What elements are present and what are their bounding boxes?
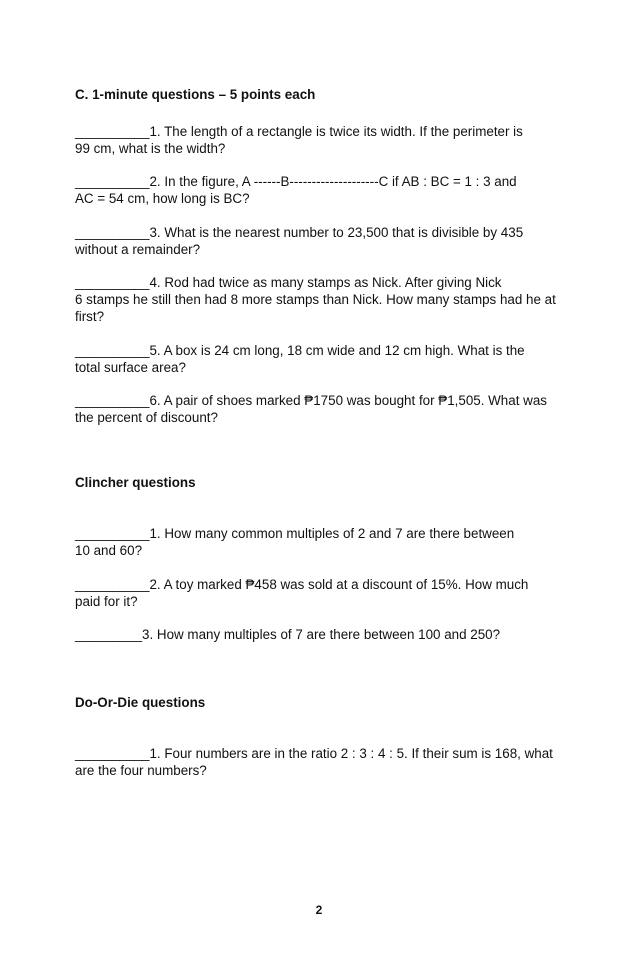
question-line: __________5. A box is 24 cm long, 18 cm wide and 12 cm high. What is the <box>75 343 525 358</box>
question-line: total surface area? <box>75 360 186 375</box>
question-line: 6 stamps he still then had 8 more stamps than Nick. How many stamps had he at <box>75 292 556 307</box>
section-c-question-2 <box>75 173 605 207</box>
question-line: AC = 54 cm, how long is BC? <box>75 191 250 206</box>
question-line: __________1. Four numbers are in the ratio 2 : 3 : 4 : 5. If their sum is 168, what <box>75 746 553 761</box>
section-c-question-5 <box>75 342 605 376</box>
page-number: 2 <box>315 903 323 917</box>
clincher-question-1 <box>75 525 605 559</box>
question-line: __________3. What is the nearest number to 23,500 that is divisible by 435 <box>75 225 524 240</box>
question-line: 10 and 60? <box>75 543 143 558</box>
do-or-die-title: Do-Or-Die questions <box>75 695 206 710</box>
clincher-question-2 <box>75 576 605 610</box>
section-c-question-4 <box>75 274 605 325</box>
question-line: 99 cm, what is the width? <box>75 141 226 156</box>
question-line: without a remainder? <box>75 242 201 257</box>
question-line: paid for it? <box>75 594 138 609</box>
section-c-question-3 <box>75 224 605 258</box>
question-line: __________2. In the figure, A ------B--------------------C if AB : BC = 1 : 3 and <box>75 174 517 189</box>
question-line: are the four numbers? <box>75 763 207 778</box>
section-c-question-6 <box>75 392 605 426</box>
question-line: the percent of discount? <box>75 410 218 425</box>
clincher-question-3 <box>75 626 605 643</box>
clincher-title: Clincher questions <box>75 475 196 490</box>
question-line: __________6. A pair of shoes marked ₱1750 was bought for ₱1,505. What was <box>75 393 547 408</box>
question-line: _________3. How many multiples of 7 are there between 100 and 250? <box>75 627 501 642</box>
question-line: first? <box>75 309 105 324</box>
question-line: __________4. Rod had twice as many stamps as Nick. After giving Nick <box>75 275 502 290</box>
question-line: __________1. How many common multiples of 2 and 7 are there between <box>75 526 515 541</box>
section-c-question-1 <box>75 123 605 157</box>
section-c-title: C. 1-minute questions – 5 points each <box>75 87 316 102</box>
question-line: __________1. The length of a rectangle is twice its width. If the perimeter is <box>75 124 523 139</box>
question-line: __________2. A toy marked ₱458 was sold at a discount of 15%. How much <box>75 577 529 592</box>
do-or-die-question-1 <box>75 745 605 779</box>
